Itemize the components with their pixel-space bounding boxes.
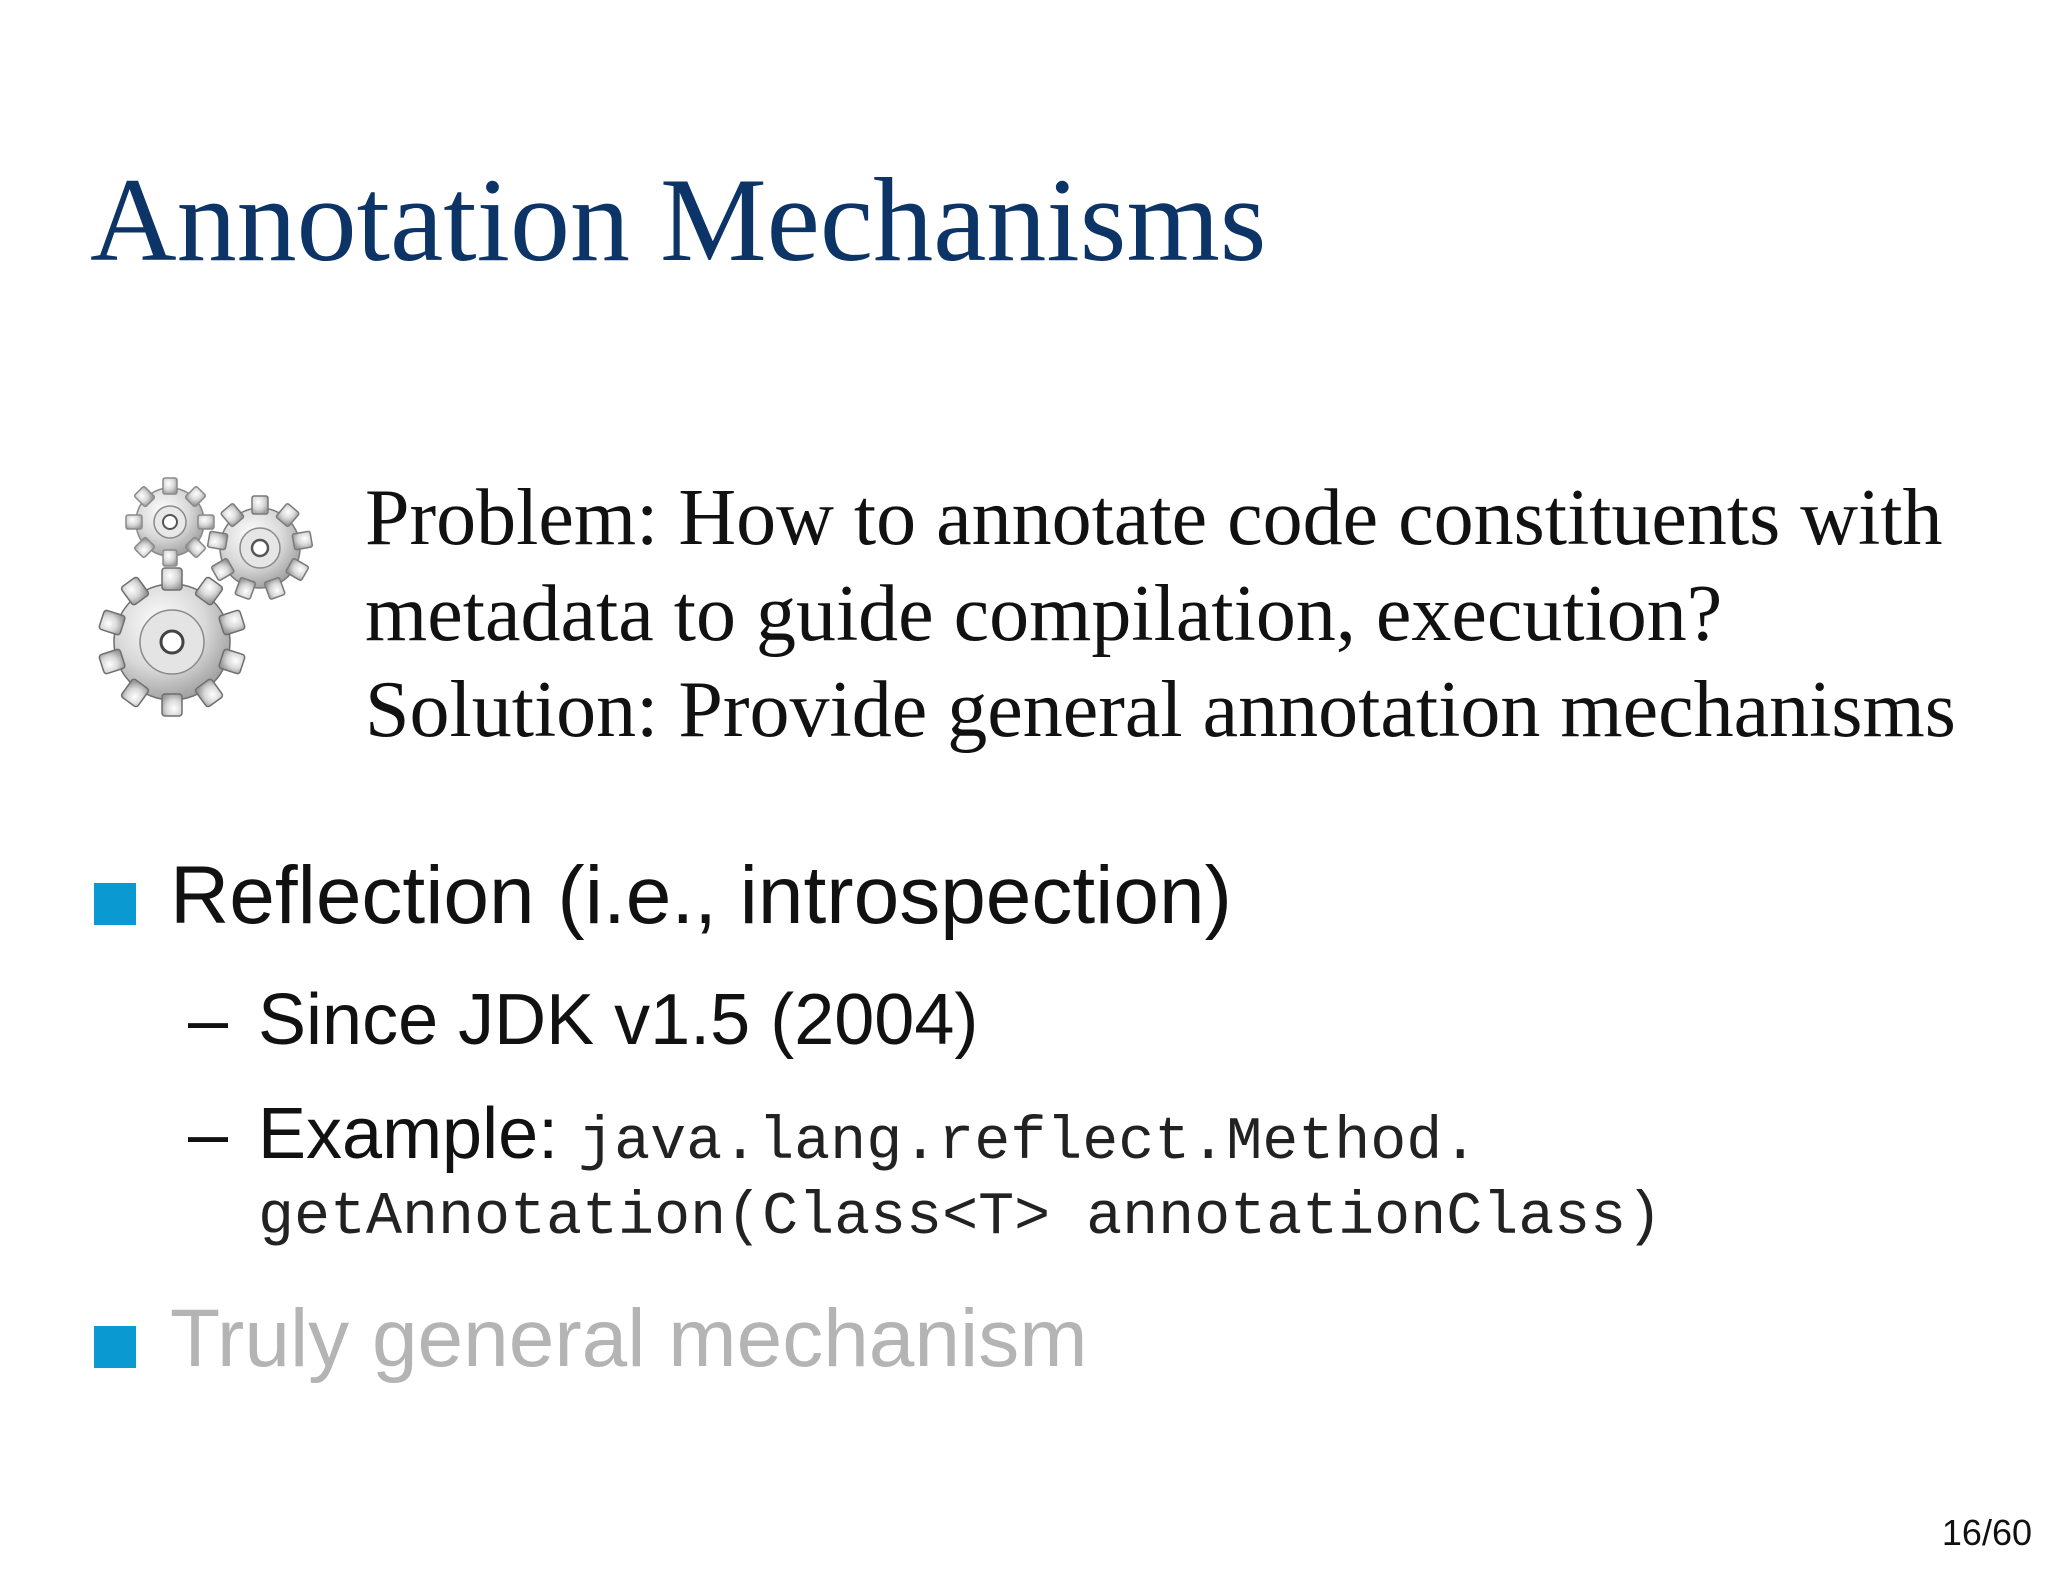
gears-icon: [92, 470, 332, 730]
subitem-since-jdk: [188, 980, 1988, 1064]
bullet-truly-general: [92, 1293, 1992, 1388]
dash-marker: –: [188, 980, 229, 1060]
dash-marker: –: [188, 1094, 229, 1174]
problem-line-1: Problem: How to annotate code constituents with: [365, 474, 1943, 562]
code-line-2: getAnnotation(Class<T> annotationClass): [258, 1184, 1663, 1252]
subitem-example: [188, 1094, 1988, 1178]
bullet-reflection: [92, 850, 1992, 945]
bullet-text: Reflection (i.e., introspection): [170, 850, 1232, 941]
problem-solution-text: [365, 470, 1956, 758]
bullet-text: Truly general mechanism: [170, 1293, 1088, 1384]
bullet-square-icon: [94, 1326, 136, 1368]
slide-title: Annotation Mechanisms: [90, 153, 1267, 286]
example-label: Example:: [258, 1094, 579, 1174]
page-number: 16/60: [1941, 1512, 2032, 1553]
code-line-1: java.lang.reflect.Method.: [578, 1109, 1479, 1177]
subitem-text: [258, 1094, 1479, 1177]
bullet-square-icon: [94, 883, 136, 925]
solution-line: Solution: Provide general annotation mechanisms: [365, 666, 1956, 754]
subitem-text: Since JDK v1.5 (2004): [258, 980, 979, 1060]
problem-line-2: metadata to guide compilation, execution?: [365, 570, 1723, 658]
